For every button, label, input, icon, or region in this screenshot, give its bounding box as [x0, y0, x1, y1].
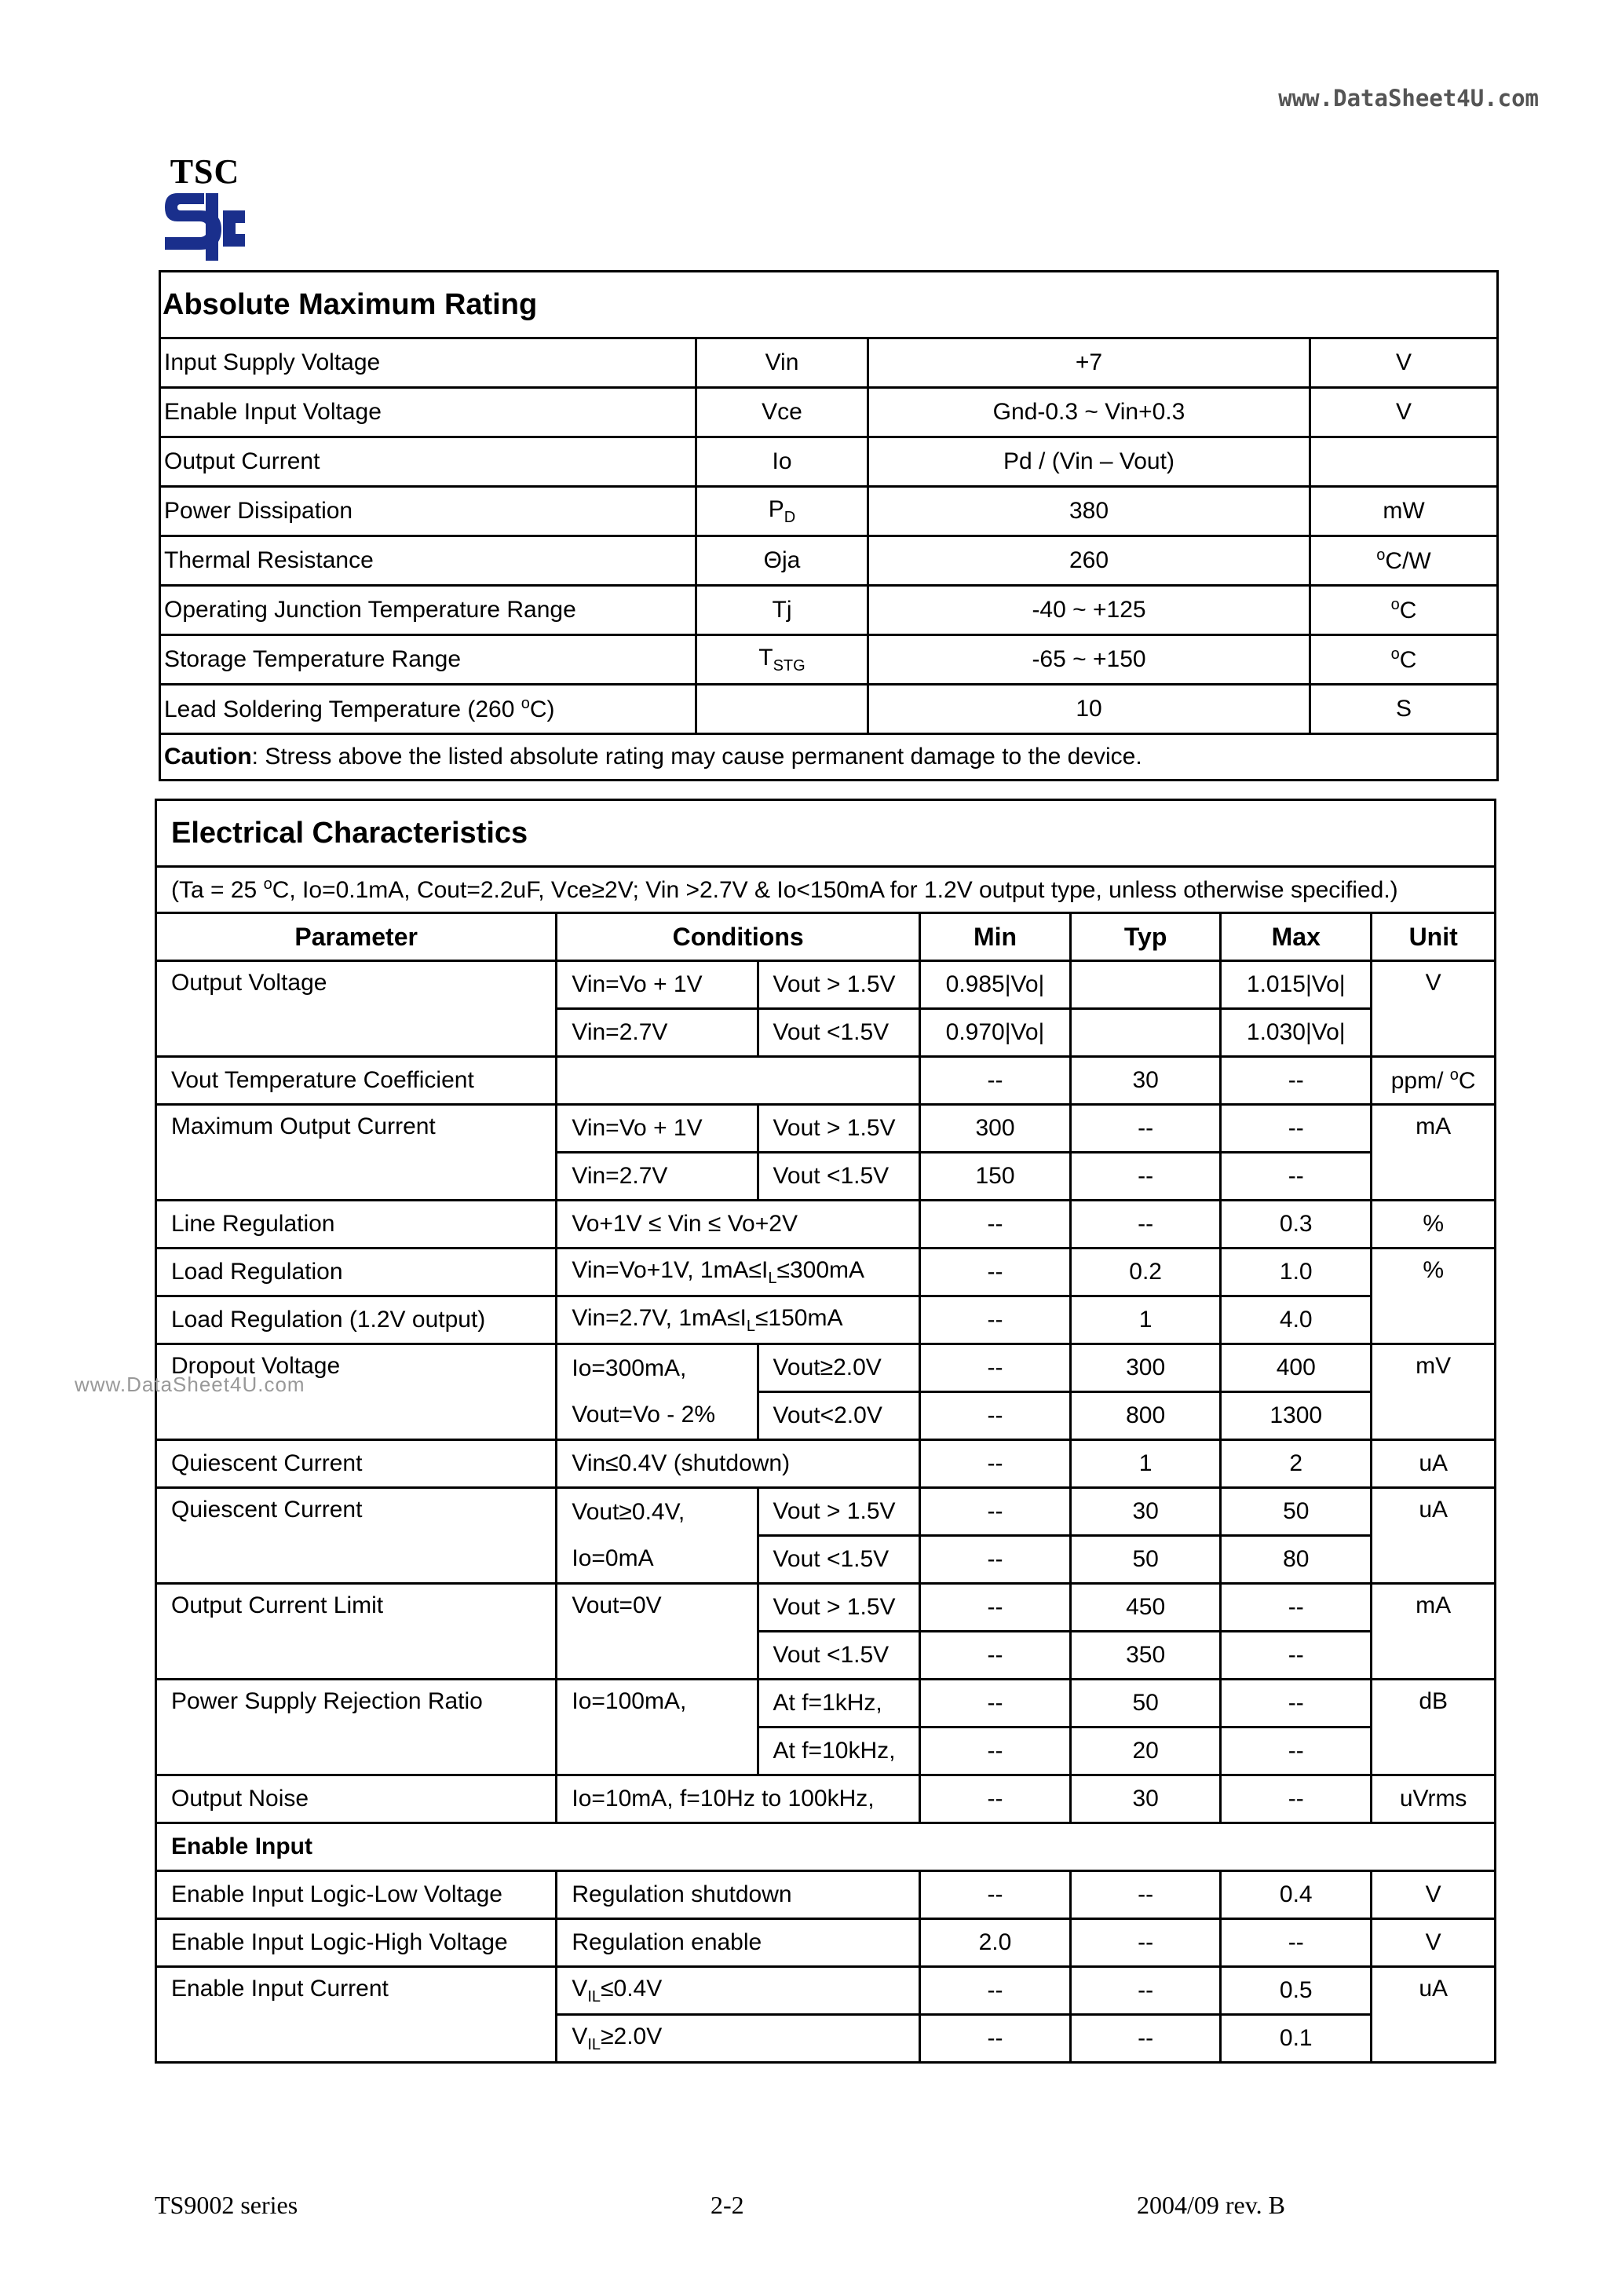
unit: mA	[1372, 1105, 1496, 1201]
cond-sub: IL	[587, 2035, 601, 2053]
cond2: Vout <1.5V	[758, 1153, 919, 1201]
cond2: Vout > 1.5V	[758, 1584, 919, 1632]
table-row	[156, 1919, 1496, 1967]
max: --	[1221, 1153, 1372, 1201]
max: 1300	[1221, 1392, 1372, 1440]
cond1: Io=300mA,	[557, 1344, 758, 1392]
min: --	[919, 1775, 1070, 1823]
ec-conditions	[156, 867, 1496, 913]
param: Line Regulation	[156, 1201, 557, 1249]
param: Output Noise	[156, 1775, 557, 1823]
param: Power Supply Rejection Ratio	[156, 1680, 557, 1775]
param: Quiescent Current	[156, 1488, 557, 1584]
amr-unit: V	[1310, 338, 1498, 388]
typ: 800	[1071, 1392, 1221, 1440]
param: Quiescent Current	[156, 1440, 557, 1488]
amr-unit	[1310, 635, 1498, 685]
min: --	[919, 1488, 1070, 1536]
typ: 350	[1071, 1632, 1221, 1680]
amr-value: -40 ~ +125	[868, 586, 1310, 635]
cond: Regulation enable	[557, 1919, 920, 1967]
cond-part: ≤0.4V	[601, 1975, 663, 2002]
cond: Vo+1V ≤ Vin ≤ Vo+2V	[557, 1201, 920, 1249]
amr-param	[160, 685, 696, 734]
min: --	[919, 2015, 1070, 2063]
typ	[1071, 961, 1221, 1009]
amr-param: Storage Temperature Range	[160, 635, 696, 685]
unit-sup: o	[1449, 1066, 1459, 1084]
unit: dB	[1372, 1680, 1496, 1775]
amr-param: Thermal Resistance	[160, 536, 696, 586]
unit: %	[1372, 1201, 1496, 1249]
footer-series: TS9002 series	[155, 2191, 298, 2219]
header-max: Max	[1221, 913, 1372, 961]
logo-text: TSC	[170, 152, 240, 191]
absolute-max-rating-table	[159, 270, 1499, 781]
watermark: www.DataSheet4U.com	[1278, 85, 1539, 112]
table-row	[160, 338, 1498, 388]
logo-mark-icon	[160, 188, 250, 264]
unit-sup: o	[1390, 596, 1400, 613]
max: 0.4	[1221, 1871, 1372, 1919]
cond	[557, 1057, 920, 1105]
unit-rest: C/W	[1385, 548, 1431, 574]
max: 400	[1221, 1344, 1372, 1392]
typ: --	[1071, 1153, 1221, 1201]
max: --	[1221, 1632, 1372, 1680]
header-unit: Unit	[1372, 913, 1496, 961]
table-row	[156, 1871, 1496, 1919]
cond	[557, 1967, 920, 2015]
table-row	[156, 1680, 1496, 1727]
caution-note	[160, 734, 1498, 781]
unit: uA	[1372, 1967, 1496, 2063]
param: Enable Input Current	[156, 1967, 557, 2063]
cond1: Io=100mA,	[557, 1680, 758, 1775]
table-row	[160, 635, 1498, 685]
max: 4.0	[1221, 1296, 1372, 1344]
tsc-logo	[159, 154, 251, 265]
cond2: At f=1kHz,	[758, 1680, 919, 1727]
typ: 1	[1071, 1440, 1221, 1488]
unit: uVrms	[1372, 1775, 1496, 1823]
unit: mV	[1372, 1344, 1496, 1440]
unit: mA	[1372, 1584, 1496, 1680]
typ: 30	[1071, 1488, 1221, 1536]
unit-sup: o	[1376, 547, 1386, 564]
electrical-characteristics-table	[155, 799, 1496, 2064]
param: Maximum Output Current	[156, 1105, 557, 1201]
cond	[557, 1296, 920, 1344]
cond-sup: o	[263, 876, 272, 893]
unit-part: C	[1458, 1068, 1476, 1094]
min: --	[919, 1680, 1070, 1727]
amr-param: Input Supply Voltage	[160, 338, 696, 388]
min: --	[919, 1536, 1070, 1584]
min: --	[919, 1392, 1070, 1440]
min: --	[919, 1201, 1070, 1249]
cond2: Vout > 1.5V	[758, 1488, 919, 1536]
amr-symbol: Io	[696, 437, 868, 487]
unit: %	[1372, 1249, 1496, 1344]
table-row	[156, 1057, 1496, 1105]
min: --	[919, 1296, 1070, 1344]
unit-rest: C	[1399, 598, 1417, 623]
cond1: Vout=0V	[557, 1584, 758, 1680]
symbol-main: T	[758, 644, 773, 671]
table-row	[160, 388, 1498, 437]
unit	[1372, 1057, 1496, 1105]
cond-part: ≥2.0V	[601, 2023, 663, 2049]
amr-symbol	[696, 685, 868, 734]
footer-revision: 2004/09 rev. B	[1137, 2191, 1286, 2219]
cond1: Vout=Vo - 2%	[557, 1392, 758, 1440]
enable-input-heading: Enable Input	[156, 1823, 1496, 1871]
table-row	[156, 1967, 1496, 2015]
amr-value: +7	[868, 338, 1310, 388]
unit: V	[1372, 961, 1496, 1057]
table-row	[156, 1249, 1496, 1296]
amr-symbol: Θja	[696, 536, 868, 586]
symbol-sub: STG	[773, 656, 806, 675]
max: 0.5	[1221, 1967, 1372, 2015]
footer-page-number: 2-2	[711, 2191, 744, 2219]
amr-param: Output Current	[160, 437, 696, 487]
min: --	[919, 1249, 1070, 1296]
cond-part: Vin=2.7V, 1mA≤I	[572, 1304, 747, 1331]
min: --	[919, 1727, 1070, 1775]
max: 80	[1221, 1536, 1372, 1584]
cond-main: V	[572, 1975, 588, 2002]
amr-value: Gnd-0.3 ~ Vin+0.3	[868, 388, 1310, 437]
typ: 50	[1071, 1536, 1221, 1584]
table-row	[156, 1775, 1496, 1823]
amr-param: Power Dissipation	[160, 487, 696, 536]
caution-label: Caution	[164, 744, 252, 770]
min: --	[919, 1632, 1070, 1680]
cond: Vin≤0.4V (shutdown)	[557, 1440, 920, 1488]
amr-unit	[1310, 536, 1498, 586]
table-row	[156, 1105, 1496, 1153]
cond1: Io=0mA	[557, 1536, 758, 1584]
param-part: Lead Soldering Temperature (260	[164, 696, 521, 722]
max: --	[1221, 1919, 1372, 1967]
cond2: At f=10kHz,	[758, 1727, 919, 1775]
header-conditions: Conditions	[557, 913, 920, 961]
cond2: Vout <1.5V	[758, 1536, 919, 1584]
min: 300	[919, 1105, 1070, 1153]
cond2: Vout > 1.5V	[758, 961, 919, 1009]
max: 0.3	[1221, 1201, 1372, 1249]
param: Dropout Voltage	[156, 1344, 557, 1440]
amr-symbol	[696, 635, 868, 685]
amr-unit: V	[1310, 388, 1498, 437]
unit-sup: o	[1390, 645, 1400, 663]
max: --	[1221, 1057, 1372, 1105]
cond-part: ≤150mA	[754, 1304, 843, 1331]
min: --	[919, 1057, 1070, 1105]
table-row	[160, 586, 1498, 635]
amr-value: 10	[868, 685, 1310, 734]
symbol-sub: D	[784, 508, 796, 526]
ec-title: Electrical Characteristics	[156, 800, 1496, 867]
table-row	[160, 437, 1498, 487]
unit-part: ppm/	[1390, 1068, 1450, 1094]
side-watermark: www.DataSheet4U.com	[75, 1373, 305, 1396]
typ: 450	[1071, 1584, 1221, 1632]
max: --	[1221, 1680, 1372, 1727]
amr-unit	[1310, 586, 1498, 635]
header-min: Min	[919, 913, 1070, 961]
min: --	[919, 1584, 1070, 1632]
min: 0.970|Vo|	[919, 1009, 1070, 1057]
amr-value: 260	[868, 536, 1310, 586]
typ: --	[1071, 1871, 1221, 1919]
min: 2.0	[919, 1919, 1070, 1967]
min: --	[919, 1344, 1070, 1392]
cond-part: ≤300mA	[776, 1256, 865, 1283]
max: 1.0	[1221, 1249, 1372, 1296]
max: --	[1221, 1727, 1372, 1775]
cond2: Vout≥2.0V	[758, 1344, 919, 1392]
cond1: Vout≥0.4V,	[557, 1488, 758, 1536]
typ	[1071, 1009, 1221, 1057]
min: 0.985|Vo|	[919, 961, 1070, 1009]
max: --	[1221, 1584, 1372, 1632]
max: 2	[1221, 1440, 1372, 1488]
typ: 1	[1071, 1296, 1221, 1344]
param: Enable Input Logic-High Voltage	[156, 1919, 557, 1967]
amr-unit	[1310, 437, 1498, 487]
header-typ: Typ	[1071, 913, 1221, 961]
cond2: Vout<2.0V	[758, 1392, 919, 1440]
cond-sub: IL	[587, 1987, 601, 2005]
cond1: Vin=Vo + 1V	[557, 1105, 758, 1153]
typ: --	[1071, 1105, 1221, 1153]
typ: 30	[1071, 1775, 1221, 1823]
cond	[557, 1249, 920, 1296]
amr-value: -65 ~ +150	[868, 635, 1310, 685]
table-row	[156, 1344, 1496, 1392]
cond	[557, 2015, 920, 2063]
max: 50	[1221, 1488, 1372, 1536]
table-header-row	[156, 913, 1496, 961]
max: --	[1221, 1775, 1372, 1823]
param: Output Current Limit	[156, 1584, 557, 1680]
caution-text: : Stress above the listed absolute rating may cause permanent damage to the device.	[251, 744, 1142, 770]
table-row	[160, 685, 1498, 734]
min: 150	[919, 1153, 1070, 1201]
amr-value: 380	[868, 487, 1310, 536]
max: 1.030|Vo|	[1221, 1009, 1372, 1057]
typ: --	[1071, 1201, 1221, 1249]
min: --	[919, 1871, 1070, 1919]
param: Enable Input Logic-Low Voltage	[156, 1871, 557, 1919]
min: --	[919, 1967, 1070, 2015]
typ: 0.2	[1071, 1249, 1221, 1296]
param: Load Regulation (1.2V output)	[156, 1296, 557, 1344]
unit: uA	[1372, 1440, 1496, 1488]
typ: 50	[1071, 1680, 1221, 1727]
max: 1.015|Vo|	[1221, 961, 1372, 1009]
cond1: Vin=2.7V	[557, 1009, 758, 1057]
amr-symbol: Tj	[696, 586, 868, 635]
amr-symbol	[696, 487, 868, 536]
table-row	[160, 536, 1498, 586]
cond-part: (Ta = 25	[171, 877, 264, 903]
symbol-main: P	[768, 495, 784, 522]
param-part: C)	[529, 696, 555, 722]
param: Vout Temperature Coefficient	[156, 1057, 557, 1105]
typ: --	[1071, 1919, 1221, 1967]
table-row	[156, 1296, 1496, 1344]
amr-param: Operating Junction Temperature Range	[160, 586, 696, 635]
cond-part: C, Io=0.1mA, Cout=2.2uF, Vce≥2V; Vin >2.7V & Io<150mA for 1.2V output type, unless otherwise specified.)	[272, 877, 1398, 903]
table-row	[156, 961, 1496, 1009]
unit: V	[1372, 1919, 1496, 1967]
table-row	[156, 1440, 1496, 1488]
amr-symbol: Vce	[696, 388, 868, 437]
param: Load Regulation	[156, 1249, 557, 1296]
cond2: Vout > 1.5V	[758, 1105, 919, 1153]
cond-sub: L	[746, 1317, 755, 1335]
typ: --	[1071, 1967, 1221, 2015]
min: --	[919, 1440, 1070, 1488]
cond-main: V	[572, 2023, 588, 2049]
cond: Regulation shutdown	[557, 1871, 920, 1919]
cond-part: Vin=Vo+1V, 1mA≤I	[572, 1256, 769, 1283]
param: Output Voltage	[156, 961, 557, 1057]
amr-unit: S	[1310, 685, 1498, 734]
cond-sub: L	[768, 1269, 777, 1287]
amr-symbol: Vin	[696, 338, 868, 388]
typ: 300	[1071, 1344, 1221, 1392]
amr-param: Enable Input Voltage	[160, 388, 696, 437]
unit-rest: C	[1399, 647, 1417, 673]
cond: Io=10mA, f=10Hz to 100kHz,	[557, 1775, 920, 1823]
table-row	[156, 1201, 1496, 1249]
amr-unit: mW	[1310, 487, 1498, 536]
amr-value: Pd / (Vin – Vout)	[868, 437, 1310, 487]
cond2: Vout <1.5V	[758, 1009, 919, 1057]
cond2: Vout <1.5V	[758, 1632, 919, 1680]
unit: V	[1372, 1871, 1496, 1919]
table-row	[160, 487, 1498, 536]
unit: uA	[1372, 1488, 1496, 1584]
max: --	[1221, 1105, 1372, 1153]
typ: 20	[1071, 1727, 1221, 1775]
typ: --	[1071, 2015, 1221, 2063]
typ: 30	[1071, 1057, 1221, 1105]
param-sup: o	[521, 695, 530, 712]
header-parameter: Parameter	[156, 913, 557, 961]
cond1: Vin=2.7V	[557, 1153, 758, 1201]
max: 0.1	[1221, 2015, 1372, 2063]
cond1: Vin=Vo + 1V	[557, 961, 758, 1009]
table-row	[156, 1488, 1496, 1536]
table-row	[156, 1584, 1496, 1632]
amr-title: Absolute Maximum Rating	[160, 272, 1498, 338]
